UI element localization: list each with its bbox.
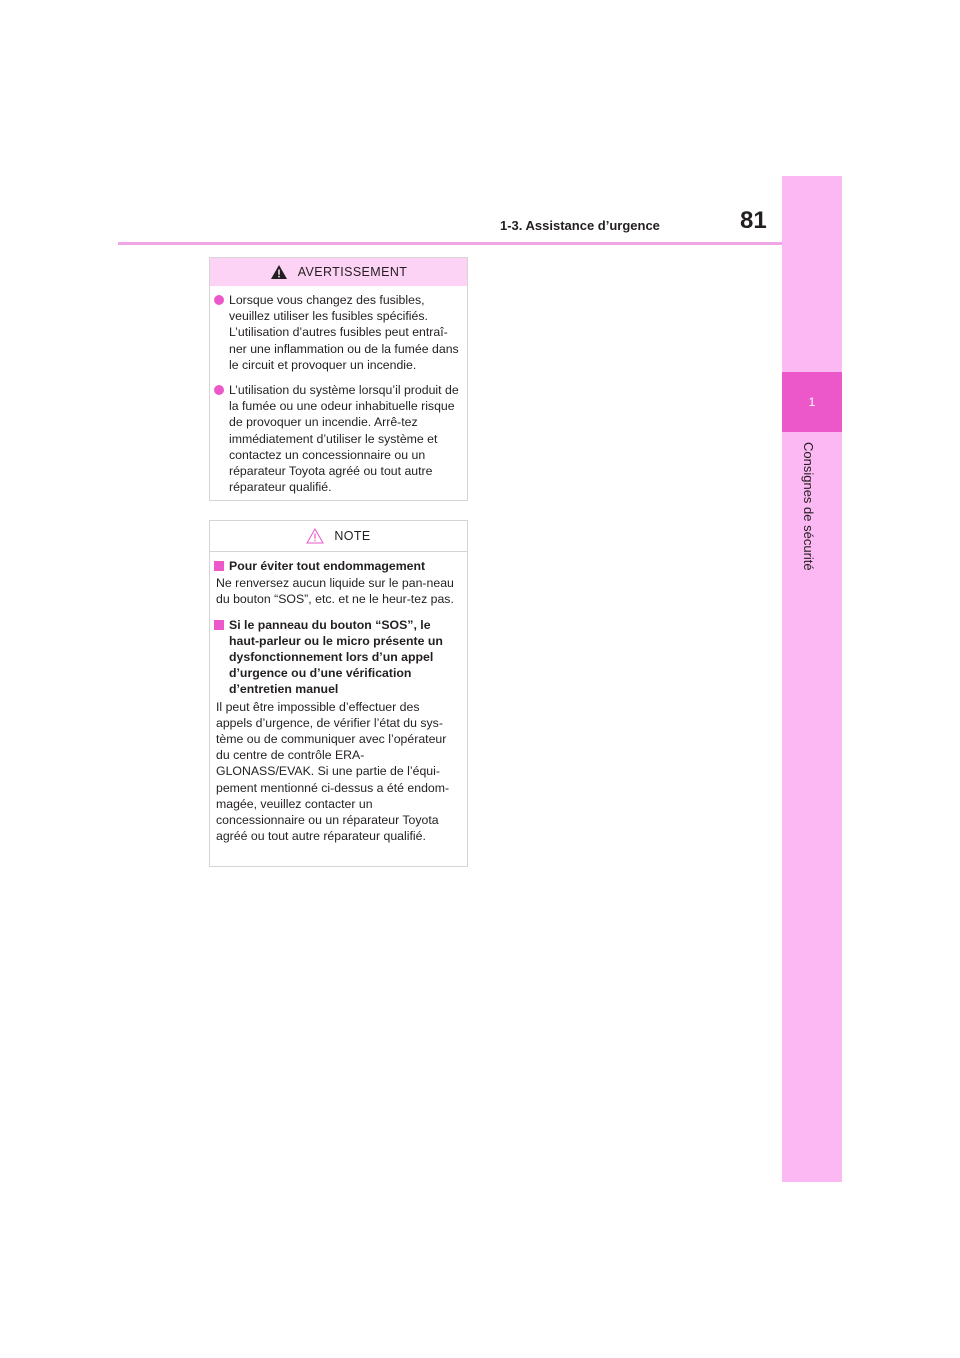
note-heading xyxy=(214,558,459,574)
caution-triangle-icon xyxy=(306,528,324,544)
bullet-square-icon xyxy=(214,620,224,630)
side-tab xyxy=(782,176,842,1182)
bullet-dot-icon xyxy=(214,385,224,395)
note-heading-text: Pour éviter tout endommagement xyxy=(229,559,426,573)
warning-box xyxy=(209,257,468,501)
note-body xyxy=(210,552,467,844)
note-heading xyxy=(214,617,459,698)
warning-body xyxy=(210,286,467,495)
warning-item xyxy=(214,292,459,373)
note-paragraph: Il peut être impossible d’effectuer des appels d’urgence, de vérifier l’état du sys-tème ou de communiquer avec l’opérateur du centre de contrôle ERA-GLONASS/EVAK. Si une partie de l’équi-pement mentionné ci-dessus a été endom-magée, veuillez contacter un concessionnaire ou un réparateur Toyota agréé ou tout autre réparateur qualifié. xyxy=(216,699,450,844)
warning-triangle-icon xyxy=(270,264,288,280)
warning-item-text: Lorsque vous changez des fusibles, veuillez utiliser les fusibles spécifiés. L’utilisation d’autres fusibles peut entraî-ner une inflammation ou de la fumée dans le circuit et provoquer un incendie. xyxy=(229,293,459,372)
warning-title: AVERTISSEMENT xyxy=(297,265,408,279)
warning-item xyxy=(214,382,459,495)
note-box xyxy=(209,520,468,867)
note-heading-text: Si le panneau du bouton “SOS”, le haut-parleur ou le micro présente un dysfonctionnement lors d’un appel d’urgence ou d’une vérification d’entretien manuel xyxy=(229,617,443,697)
chapter-label: Consignes de sécurité xyxy=(801,442,816,571)
note-paragraph: Ne renversez aucun liquide sur le pan-neau du bouton “SOS”, etc. et ne le heur-tez pas. xyxy=(216,576,454,607)
bullet-square-icon xyxy=(214,561,224,571)
section-title: 1-3. Assistance d’urgence xyxy=(500,218,660,233)
bullet-dot-icon xyxy=(214,295,224,305)
note-header xyxy=(210,521,467,552)
warning-header xyxy=(210,258,467,286)
page-number: 81 xyxy=(740,207,767,234)
warning-item-text: L’utilisation du système lorsqu’il produit de la fumée ou une odeur inhabituelle risque de provoquer un incendie. Arrê-tez immédiatement d’utiliser le système et contactez un concessionnaire ou un réparateur Toyota agréé ou tout autre réparateur qualifié. xyxy=(229,383,459,495)
header-rule xyxy=(118,242,782,245)
note-title: NOTE xyxy=(334,529,371,543)
chapter-number: 1 xyxy=(782,372,842,432)
